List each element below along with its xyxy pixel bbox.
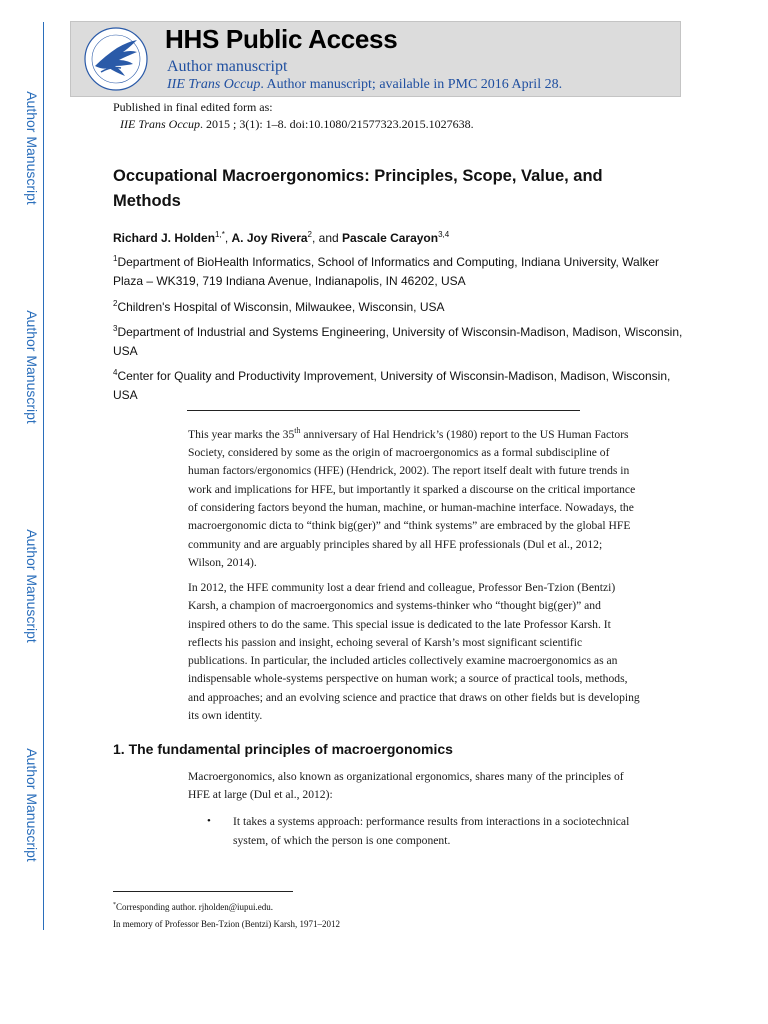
journal-abbrev: IIE Trans Occup bbox=[167, 77, 261, 92]
footnote-text: Corresponding author. rjholden@iupui.edu. bbox=[116, 902, 274, 912]
intro-paragraph: In 2012, the HFE community lost a dear friend and colleague, Professor Ben-Tzion (Bentzi) Karsh, a champion of macroergonomics and systems-thinker who “thought big(ger)” and inspired others to do the same. This special issue is dedicated to the late Professor Karsh. It reflects his passion and insight, echoing several of Karsh’s most significant scientific publications. In particular, the included articles collectively examine macroergonomics as an indispensable whole-systems perspective on human work; a source of practical tools, methods, and approaches; and an evolving science and practice that draws on other fields but is developing its own identity. bbox=[188, 581, 640, 723]
affiliation-text: Department of Industrial and Systems Engineering, University of Wisconsin-Madison, Madison, Wisconsin, USA bbox=[113, 325, 683, 358]
section-divider bbox=[187, 410, 580, 411]
section-paragraph: Macroergonomics, also known as organizational ergonomics, shares many of the principles of HFE at large (Dul et al., 2012): bbox=[188, 770, 624, 802]
intro-text: anniversary of Hal Hendrick’s (1980) report to the US Human Factors Society, considered by some as the origin of macroergonomics as a formal subdiscipline of human factors/ergonomics (HFE) (Hendrick, 2002). The report itself dealt with future trends in work and implications for HFE, but importantly it sparked a discourse on the critical importance of considering factors beyond the human, machine, or human-machine interface. Nowadays, the macroergonomic dicta to “think big(ger)” and “think systems” are embraced by the global HFE community and are arguably principles shared by all HFE professionals (Dul et al., 2012; Wilson, 2014). bbox=[188, 427, 636, 569]
author-name: Richard J. Holden bbox=[113, 231, 216, 245]
journal-availability bbox=[167, 77, 562, 93]
ordinal-suffix: th bbox=[294, 426, 301, 435]
intro-text: This year marks the 35 bbox=[188, 427, 295, 441]
author-manuscript-sidebar-rule bbox=[43, 22, 44, 930]
hhs-title: HHS Public Access bbox=[165, 24, 398, 54]
affiliation-mark: 4 bbox=[113, 368, 118, 377]
citation-details: . 2015 ; 3(1): 1–8. doi:10.1080/21577323.2015.1027638. bbox=[200, 117, 474, 131]
affiliation-mark: 2 bbox=[113, 299, 118, 308]
hhs-public-access-banner bbox=[70, 21, 681, 97]
affiliation bbox=[113, 319, 683, 361]
citation-journal: IIE Trans Occup bbox=[120, 117, 200, 131]
affiliation-text: Department of BioHealth Informatics, School of Informatics and Computing, Indiana University, Walker Plaza – WK319, 719 Indiana Avenue, Indianapolis, IN 46202, USA bbox=[113, 255, 660, 288]
author-affil-mark: 2 bbox=[307, 230, 312, 239]
author-affil-mark: 3,4 bbox=[438, 230, 450, 239]
published-label: Published in final edited form as: bbox=[113, 100, 273, 114]
section-heading: 1. The fundamental principles of macroergonomics bbox=[113, 741, 453, 757]
affiliation bbox=[113, 249, 683, 291]
author-list bbox=[113, 230, 449, 245]
paper-title: Occupational Macroergonomics: Principles, Scope, Value, and Methods bbox=[113, 167, 603, 210]
availability-note: . Author manuscript; available in PMC 2016 April 28. bbox=[260, 77, 563, 92]
author-name: Pascale Carayon bbox=[342, 231, 439, 245]
hhs-eagle-seal-icon bbox=[83, 26, 149, 92]
footnote-mark: * bbox=[113, 902, 116, 908]
author-affil-mark: 1,* bbox=[215, 230, 225, 239]
affiliation-mark: 1 bbox=[113, 254, 118, 263]
memoriam-footnote: In memory of Professor Ben-Tzion (Bentzi) Karsh, 1971–2012 bbox=[113, 919, 340, 929]
corresponding-author-footnote bbox=[113, 902, 273, 912]
bullet-marker: • bbox=[207, 815, 211, 827]
citation-line bbox=[120, 117, 474, 132]
intro-paragraph bbox=[188, 422, 640, 572]
author-manuscript-subtitle: Author manuscript bbox=[167, 58, 288, 75]
affiliation-mark: 3 bbox=[113, 324, 118, 333]
affiliation-text: Center for Quality and Productivity Improvement, University of Wisconsin-Madison, Madison, Wisconsin, USA bbox=[113, 369, 671, 402]
author-separator: , and bbox=[312, 231, 343, 245]
affiliation bbox=[113, 363, 683, 405]
footnote-divider bbox=[113, 891, 293, 892]
affiliation bbox=[113, 294, 683, 317]
bullet-item: It takes a systems approach: performance results from interactions in a sociotechnical system, of which the person is one component. bbox=[233, 815, 630, 847]
affiliation-text: Children's Hospital of Wisconsin, Milwaukee, Wisconsin, USA bbox=[117, 300, 445, 314]
author-separator: , bbox=[224, 231, 232, 245]
author-name: A. Joy Rivera bbox=[231, 231, 308, 245]
